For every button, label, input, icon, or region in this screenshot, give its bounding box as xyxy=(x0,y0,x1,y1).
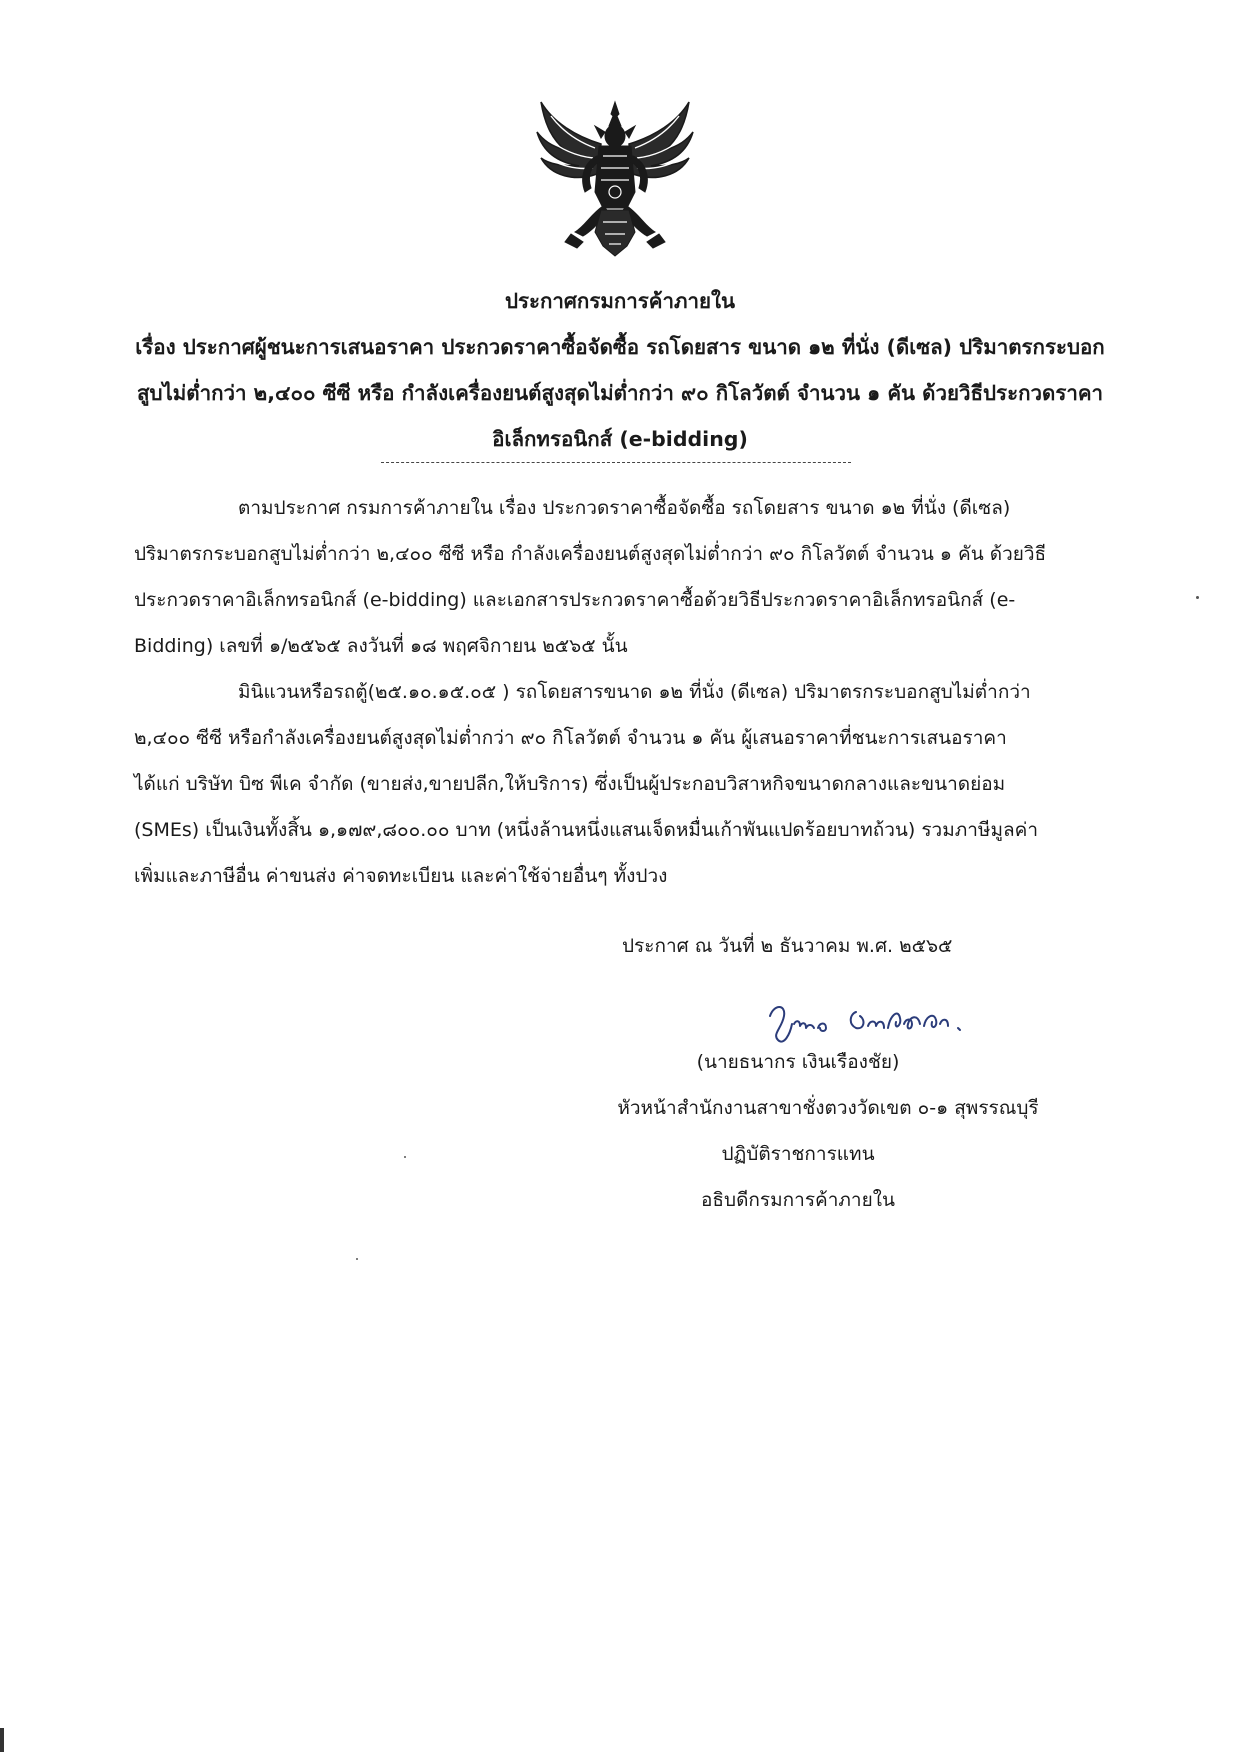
paragraph1-line-2: ปริมาตรกระบอกสูบไม่ต่ำกว่า ๒,๔๐๐ ซีซี หรือ กำลังเครื่องยนต์สูงสุดไม่ต่ำกว่า ๙๐ กิโลวัตต์ จำนวน ๑ คัน ด้วยวิธี xyxy=(134,543,1047,565)
paragraph1-line-3: ประกวดราคาอิเล็กทรอนิกส์ (e-bidding) และเอกสารประกวดราคาซื้อด้วยวิธีประกวดราคาอิเล็กทรอนิกส์ (e- xyxy=(134,589,1016,611)
paragraph2-line-4: (SMEs) เป็นเงินทั้งสิ้น ๑,๑๗๙,๘๐๐.๐๐ บาท (หนึ่งล้านหนึ่งแสนเจ็ดหมื่นเก้าพันแปดร้อยบาทถ้วน) รวมภาษีมูลค่า xyxy=(134,819,1039,841)
paragraph2-line-5: เพิ่มและภาษีอื่น ค่าขนส่ง ค่าจดทะเบียน และค่าใช้จ่ายอื่นๆ ทั้งปวง xyxy=(134,865,668,887)
signer-position: หัวหน้าสำนักงานสาขาชั่งตวงวัดเขต ๐-๑ สุพรรณบุรี xyxy=(617,1097,1039,1119)
paragraph1-line-4: Bidding) เลขที่ ๑/๒๕๖๕ ลงวันที่ ๑๘ พฤศจิกายน ๒๕๖๕ นั้น xyxy=(134,635,628,657)
subject-line-2: สูบไม่ต่ำกว่า ๒,๔๐๐ ซีซี หรือ กำลังเครื่องยนต์สูงสุดไม่ต่ำกว่า ๙๐ กิโลวัตต์ จำนวน ๑ คัน ด้วยวิธีประกวดราคา xyxy=(136,381,1104,405)
paragraph2-line-2: ๒,๔๐๐ ซีซี หรือกำลังเครื่องยนต์สูงสุดไม่ต่ำกว่า ๙๐ กิโลวัตต์ จำนวน ๑ คัน ผู้เสนอราคาที่ชนะการเสนอราคา xyxy=(134,727,1007,749)
scan-speck xyxy=(404,1156,406,1158)
announcement-title: ประกาศกรมการค้าภายใน xyxy=(504,289,736,313)
paragraph2-line-1: มินิแวนหรือรถตู้(๒๕.๑๐.๑๕.๐๕ ) รถโดยสารขนาด ๑๒ ที่นั่ง (ดีเซล) ปริมาตรกระบอกสูบไม่ต่ำกว่า xyxy=(238,681,1031,703)
paragraph2-line-3: ได้แก่ บริษัท บิซ พีเค จำกัด (ขายส่ง,ขายปลีก,ให้บริการ) ซึ่งเป็นผู้ประกอบวิสาหกิจขนาดกลางและขนาดย่อม xyxy=(134,773,1006,795)
paragraph1-line-1: ตามประกาศ กรมการค้าภายใน เรื่อง ประกวดราคาซื้อจัดซื้อ รถโดยสาร ขนาด ๑๒ ที่นั่ง (ดีเซล) xyxy=(238,497,1011,519)
scan-edge-mark xyxy=(0,1728,4,1752)
garuda-emblem-icon xyxy=(535,96,695,262)
subject-line-1: เรื่อง ประกาศผู้ชนะการเสนอราคา ประกวดราคาซื้อจัดซื้อ รถโดยสาร ขนาด ๑๒ ที่นั่ง (ดีเซล) ปริมาตรกระบอก xyxy=(135,335,1105,359)
signer-acting: ปฏิบัติราชการแทน xyxy=(721,1143,875,1165)
signer-name: (นายธนากร เงินเรืองชัย) xyxy=(696,1051,900,1073)
dashed-divider xyxy=(381,462,851,463)
scan-speck xyxy=(1196,596,1199,599)
signer-director: อธิบดีกรมการค้าภายใน xyxy=(701,1189,895,1211)
subject-line-3: อิเล็กทรอนิกส์ (e-bidding) xyxy=(492,427,748,451)
announce-date: ประกาศ ณ วันที่ ๒ ธันวาคม พ.ศ. ๒๕๖๕ xyxy=(622,935,953,957)
scan-speck xyxy=(356,1258,358,1260)
